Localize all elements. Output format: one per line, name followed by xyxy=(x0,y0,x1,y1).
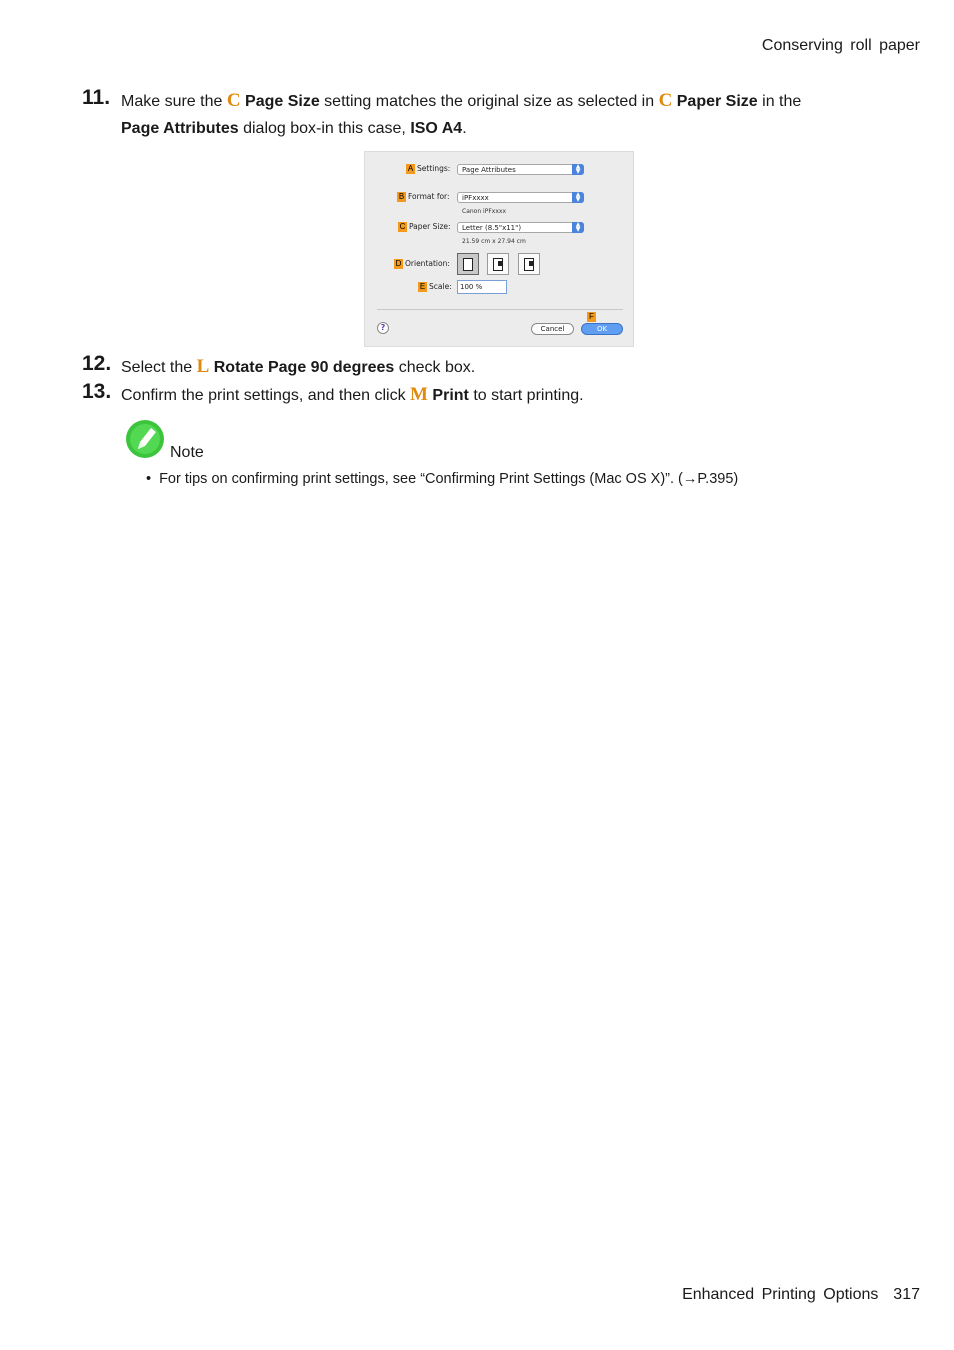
page-attributes-dialog xyxy=(364,151,634,347)
step-text xyxy=(121,353,921,381)
settings-value: Page Attributes xyxy=(462,166,516,174)
note-bullet-item xyxy=(146,469,738,489)
badge-d: D xyxy=(395,259,402,268)
text: . xyxy=(462,120,467,137)
scale-label: Scale: xyxy=(429,282,452,291)
divider xyxy=(377,309,623,310)
paper-dimensions: 21.59 cm x 27.94 cm xyxy=(462,238,526,245)
format-for-popup[interactable] xyxy=(457,192,584,203)
cancel-button[interactable]: Cancel xyxy=(531,323,574,335)
running-header: Conserving roll paper xyxy=(761,37,920,54)
text: Confirm the print settings, and then click xyxy=(121,387,411,404)
popup-arrows-icon: ▲ ▼ xyxy=(572,164,584,175)
page-number: 317 xyxy=(893,1286,920,1303)
portrait-icon xyxy=(463,258,473,271)
ok-button[interactable]: OK xyxy=(581,323,623,335)
note-pencil-icon xyxy=(125,419,165,459)
badge-e: E xyxy=(419,282,426,291)
note-label: Note xyxy=(170,444,204,461)
marker-m: M xyxy=(410,384,428,405)
scale-input[interactable]: 100 % xyxy=(457,280,507,294)
paper-size-popup[interactable] xyxy=(457,222,584,233)
term-page-size: Page Size xyxy=(245,93,320,110)
text: Select the xyxy=(121,359,197,376)
marker-l: L xyxy=(196,356,210,377)
text: in the xyxy=(757,93,802,110)
note-text: For tips on confirming print settings, see “Confirming Print Settings (Mac OS X)”. (→P.395) xyxy=(159,471,739,487)
term-iso-a4: ISO A4 xyxy=(410,120,463,137)
popup-arrows-icon: ▲ ▼ xyxy=(572,192,584,203)
step-number: 12. xyxy=(82,352,112,375)
text: check box. xyxy=(394,359,476,376)
printer-name: Canon iPFxxxx xyxy=(462,208,506,215)
orientation-landscape-button[interactable] xyxy=(487,253,509,275)
term-page-attributes: Page Attributes xyxy=(121,120,239,137)
format-for-label: Format for: xyxy=(408,192,450,201)
badge-b: B xyxy=(398,192,405,201)
settings-label: Settings: xyxy=(417,164,451,173)
step-number: 13. xyxy=(82,380,112,403)
term-rotate-page: Rotate Page 90 degrees xyxy=(213,359,395,376)
text: Make sure the xyxy=(121,93,227,110)
format-for-value: iPFxxxx xyxy=(462,194,489,202)
orientation-reverse-landscape-button[interactable] xyxy=(518,253,540,275)
arrow-right-icon xyxy=(498,261,503,266)
badge-a: A xyxy=(407,164,414,173)
page-footer xyxy=(682,1286,920,1304)
settings-popup[interactable] xyxy=(457,164,584,175)
marker-c: C xyxy=(658,90,673,111)
help-button[interactable]: ? xyxy=(377,322,389,334)
text: dialog box-in this case, xyxy=(238,120,411,137)
badge-c: C xyxy=(399,222,406,231)
step-text xyxy=(121,381,921,409)
arrow-left-icon xyxy=(529,261,534,266)
text: to start printing. xyxy=(468,387,584,404)
term-print: Print xyxy=(432,387,469,404)
text: setting matches the original size as selected in xyxy=(319,93,659,110)
marker-c: C xyxy=(226,90,241,111)
paper-size-label: Paper Size: xyxy=(409,222,451,231)
step-number: 11. xyxy=(82,86,111,109)
orientation-label: Orientation: xyxy=(405,259,450,268)
step-text xyxy=(121,87,921,142)
bullet-marker: • xyxy=(146,471,152,487)
badge-f: F xyxy=(587,312,596,322)
term-paper-size: Paper Size xyxy=(676,93,758,110)
footer-chapter: Enhanced Printing Options xyxy=(682,1286,879,1303)
orientation-portrait-button[interactable] xyxy=(457,253,479,275)
paper-size-value: Letter (8.5"x11") xyxy=(462,224,522,232)
popup-arrows-icon: ▲ ▼ xyxy=(572,222,584,233)
